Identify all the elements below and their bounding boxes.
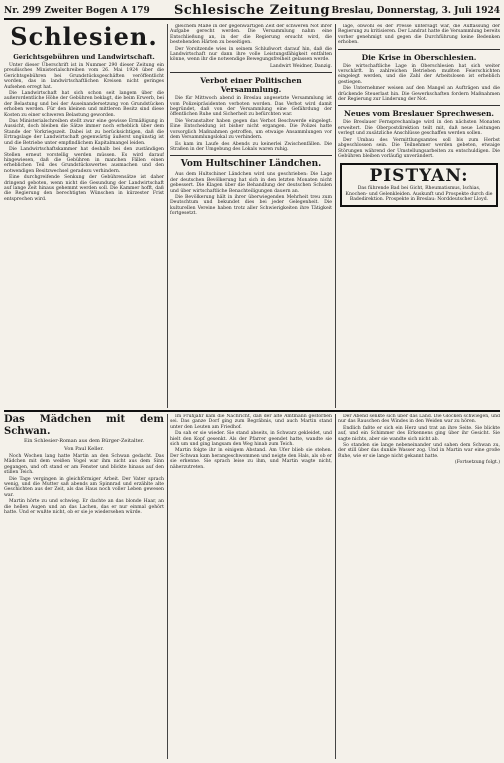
article-paragraph: Es kam im Laufe des Abends zu keinerlei Zwischenfällen. Die Straßen in der Umgebung des Lokals waren ruhig. (170, 141, 332, 152)
article-divider (338, 105, 500, 106)
article-paragraph: Die Landwirtschaft hat sich schon seit langem über die außerordentliche Höhe der Gebühren beklagt, die beim Erwerb, bei der Belastung und bei der Auseinandersetzung von Grundstücken erhoben werden. Für den kleinen und mittleren Besitz sind diese Kosten zu einer schweren Belastung geworden. (4, 91, 164, 118)
story-title: Das Mädchen mit dem Schwan. (4, 414, 164, 437)
masthead (4, 4, 500, 20)
story-author: Von Paul Keller. (64, 446, 104, 452)
feuilleton-column-2 (170, 414, 332, 759)
story-paragraph: So standen sie lange nebeneinander und sahen dem Schwan zu, der still über das dunkle Wasser zog. Und in Martin war eine große Ruhe, wie er sie lange nicht gekannt hatte. (338, 443, 500, 459)
continued-note: (Fortsetzung folgt.) (454, 460, 500, 466)
article-heading: Gerichtsgebühren und Landwirtschaft. (13, 53, 155, 61)
article-paragraph: Die Breslauer Fernsprechanlage wird in den nächsten Monaten erweitert. Die Oberpostdirektion teilt mit, daß neue Leitungen verlegt und zusätzliche Anschlüsse geschaffen werden sollen. (338, 120, 500, 137)
story-paragraph: Martin folgte ihr in einigem Abstand. Am Ufer blieb sie stehen. Der Schwan kam herangeschwommen und neigte den Hals, als ob er sie erkenne. Sie sprach leise zu ihm, und Martin wagte nicht, näherzutreten. (170, 448, 332, 470)
section-title: Schlesien. (10, 24, 158, 51)
article-heading: Die Krise in Oberschlesien. (361, 52, 477, 62)
feuilleton-column-3 (338, 414, 500, 759)
article-paragraph: Aus dem Hultschiner Ländchen wird uns geschrieben: Die Lage der deutschen Bevölkerung hat sich in den letzten Monaten nicht gebessert. Die Klagen über die Behandlung der deutschen Schulen und über wirtschaftliche Benachteiligungen dauern an. (170, 172, 332, 194)
article-paragraph: Unter dieser Überschrift ist in Nummer 290 dieser Zeitung ein preußisches Ministerialschreiben vom 26. Mai 1924 über die Gerichtsgebühren bei Grundstücksgeschäften veröffentlicht worden, das in landwirtschaftlichen Kreisen nicht geringes Aufsehen erregt hat. (4, 63, 164, 90)
story-paragraph: Im Frühjahr kam die Nachricht, daß der alte Amtmann gestorben sei. Das ganze Dorf ging zum Begräbnis, und auch Martin stand unter den Leuten am Friedhof. (170, 414, 332, 430)
article-paragraph: Das Ministerialschreiben stellt zwar eine gewisse Ermäßigung in Aussicht, doch bleiben die Sätze immer noch erheblich über dem Stande der Vorkriegszeit. Dabei ist zu berücksichtigen, daß die Ertragslage der Landwirtschaft gegenwärtig äußerst ungünstig ist und die Betriebe unter empfindlichem Kapitalmangel leiden. (4, 119, 164, 146)
article-paragraph: Die für Mittwoch abend in Breslau angesetzte Versammlung ist vom Polizeipräsidenten verboten worden. Das Verbot wird damit begründet, daß von der Versammlung eine Gefährdung der öffentlichen Ruhe und Sicherheit zu befürchten war. (170, 96, 332, 118)
ad-brand-name: PISTYAN: (369, 166, 469, 187)
column-divider (167, 24, 168, 408)
column-divider (167, 414, 168, 759)
feuilleton-section (4, 414, 500, 759)
column-2 (170, 24, 332, 408)
article-paragraph: lage, obwohl es der Presse untersagt war, die Auffassung der Regierung zu kritisieren. Der Landrat hatte die Versammlung bereits vorher genehmigt und gegen die Durchführung keine Bedenken erhoben. (338, 24, 500, 46)
article-paragraph: Die wirtschaftliche Lage in Oberschlesien hat sich weiter verschärft. In zahlreichen Betrieben mußten Feierschichten eingelegt werden, und die Zahl der Arbeitslosen ist erheblich gestiegen. (338, 63, 500, 85)
story-paragraph: Der Abend senkte sich über das Land. Die Glocken schwiegen, und nur das Rauschen des Windes in den Weiden war zu hören. (338, 414, 500, 425)
newspaper-title: Schlesische Zeitung (174, 3, 330, 18)
article-signature: Landwirt Weidner, Danzig. (269, 63, 332, 69)
story-subtitle: Ein Schlesier-Roman aus dem Bürger-Zeitalter. (24, 438, 144, 444)
column-divider (335, 414, 336, 759)
column-1 (4, 24, 164, 408)
ad-text: Das führende Bad bei Gicht, Rheumatismus, Ischias, (357, 186, 481, 192)
date-line: Breslau, Donnerstag, 3. Juli 1924 (331, 6, 500, 16)
story-paragraph: Da sah er sie wieder. Sie stand abseits, in Schwarz gekleidet, und hielt den Kopf gesenkt. Als der Pfarrer geendet hatte, wandte sie sich um und ging langsam den Weg hinab zum Teich. (170, 431, 332, 448)
ad-text: Knochen- und Gelenkleiden. Auskunft und Prospekte durch die (345, 191, 493, 197)
article-heading: Verbot einer Politischen Versammlung. (200, 76, 302, 95)
story-paragraph: Die Tage vergingen in gleichförmiger Arbeit. Der Vater sprach wenig, und die Mutter saß abends am Spinnrad und erzählte alte Geschichten aus der Zeit, als das Haus noch voller Leben gewesen war. (4, 476, 164, 498)
article-paragraph: Die Unternehmer weisen auf den Mangel an Aufträgen und die drückende Steuerlast hin. Die Gewerkschaften fordern Maßnahmen der Regierung zur Linderung der Not. (338, 86, 500, 103)
story-paragraph: Endlich faßte er sich ein Herz und trat an ihre Seite. Sie blickte auf, und ein Schimmer des Erkennens ging über ihr Gesicht. Sie sagte nichts, aber sie wandte sich nicht ab. (338, 425, 500, 442)
article-paragraph: gleichem Maße in der gegenwärtigen Zeit der schweren Not ihrer Aufgabe gerecht werden. Die Versammlung nahm eine Entschließung an, in der die Regierung ersucht wird, die bestehenden Härten zu beseitigen. (170, 24, 332, 46)
article-paragraph: Der Umbau des Vermittlungsamtes soll bis zum Herbst abgeschlossen sein. Die Teilnehmer werden gebeten, etwaige Störungen während der Umstellungsarbeiten zu entschuldigen. Die Gebühren bleiben vorläufig unverändert. (338, 137, 500, 159)
article-paragraph: Der Vorsitzende wies in seinem Schlußwort darauf hin, daß die Landwirtschaft nur dann ihre volle Leistungsfähigkeit entfalten könne, wenn ihr die notwendige Bewegungsfreiheit gelassen werde. (170, 46, 332, 63)
article-heading: Vom Hultschiner Ländchen. (180, 159, 322, 170)
feuilleton-column-1 (4, 414, 164, 759)
feuilleton-divider (4, 410, 500, 412)
article-paragraph: Die Veranstalter haben gegen das Verbot Beschwerde eingelegt. Eine Entscheidung ist bisher nicht ergangen. Die Polizei hatte vorsorglich Maßnahmen getroffen, um etwaige Ansammlungen vor dem Versammlungslokal zu verhindern. (170, 118, 332, 141)
article-divider (338, 49, 500, 50)
article-divider (170, 155, 332, 156)
column-3 (338, 24, 500, 408)
column-divider (335, 24, 336, 408)
article-paragraph: Die Landwirtschaftskammer hat deshalb bei den zuständigen Stellen erneut vorstellig werden müssen. Es wird darauf hingewiesen, daß die Gebühren in manchen Fällen einen erheblichen Teil des Grundstückswertes ausmachen und den notwendigen Besitzwechsel geradezu verhindern. (4, 147, 164, 174)
article-divider (170, 72, 332, 73)
article-paragraph: Die Bevölkerung hält in ihrer überwiegenden Mehrheit treu zum Deutschtum und bekundet dies bei jeder Gelegenheit. Die kulturellen Vereine haben trotz aller Schwierigkeiten ihre Tätigkeit fortgesetzt. (170, 194, 332, 217)
newspaper-page (4, 4, 500, 759)
issue-number: Nr. 299 Zweiter Bogen A 179 (4, 6, 150, 16)
article-heading: Neues vom Breslauer Sprechwesen. (343, 109, 495, 119)
story-paragraph: Noch Wochen lang hatte Martin an den Schwan gedacht. Das Mädchen mit dem weißen Vogel war ihm nicht aus dem Sinn gegangen, und oft stand er am Fenster und blickte hinaus auf den stillen Teich. (4, 454, 164, 476)
advertisement (340, 163, 498, 206)
article-paragraph: Eine durchgreifende Senkung der Gebührensätze ist daher dringend geboten, wenn nicht die Gesundung der Landwirtschaft auf lange Zeit hinaus gehemmt werden soll. Die Kammer hofft, daß die Regierung den berechtigten Wünschen in kürzester Frist entsprechen wird. (4, 175, 164, 202)
ad-text: Badedirektion. Prospekte in Breslau: Norddeutscher Lloyd. (349, 197, 489, 203)
story-paragraph: Martin hörte zu und schwieg. Er dachte an das blonde Haar, an die hellen Augen und an das Lachen, das er nur einmal gehört hatte. Und er wußte nicht, ob er sie je wiedersehen würde. (4, 499, 164, 516)
